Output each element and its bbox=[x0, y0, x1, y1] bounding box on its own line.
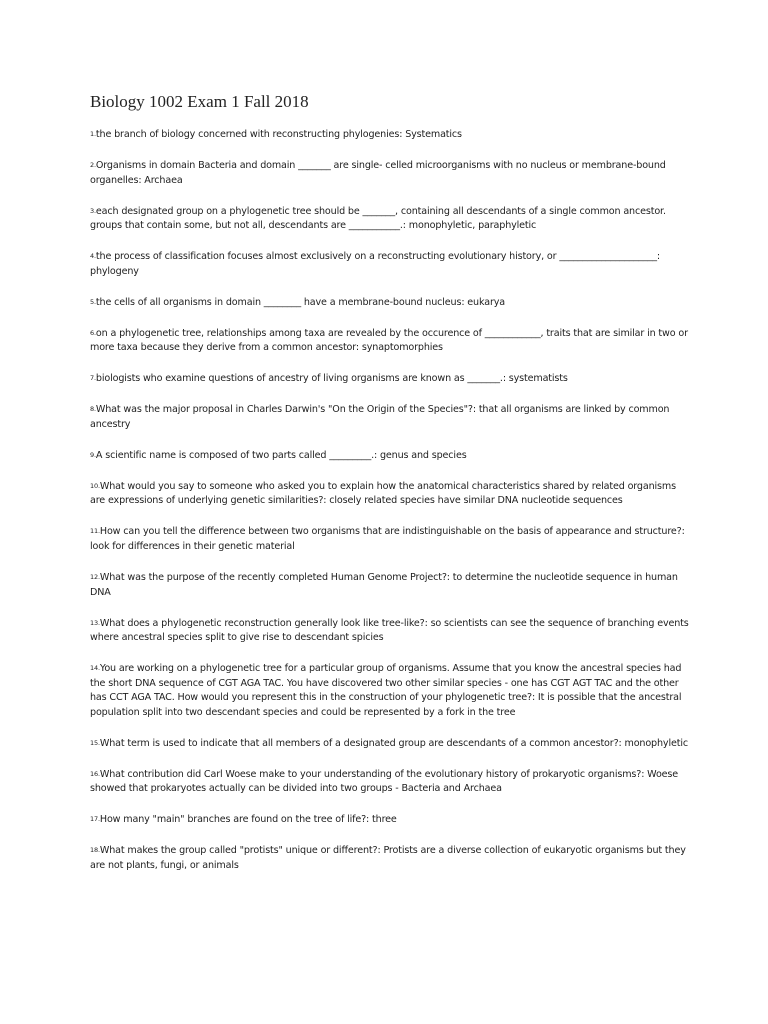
question-text: How many "main" branches are found on the tree of life?: three bbox=[99, 814, 397, 826]
question-text: What does a phylogenetic reconstruction generally look like tree-like?: so scientists can see the sequence of branching events where ancestral species split to give rise to descendant spicies bbox=[90, 617, 689, 644]
question-text: What term is used to indicate that all members of a designated group are descendants of a common ancestor?: monophyletic bbox=[99, 737, 688, 749]
question-item bbox=[90, 767, 690, 797]
question-item bbox=[90, 158, 690, 188]
question-number: 1. bbox=[90, 130, 96, 138]
question-number: 9. bbox=[90, 450, 96, 459]
question-item bbox=[90, 736, 690, 752]
question-number: 7. bbox=[90, 374, 96, 383]
question-text: What contribution did Carl Woese make to your understanding of the evolutionary history of prokaryotic organisms?: Woese showed that prokaryotes actually can be divided into two groups - Bacteria and Archaea bbox=[90, 768, 679, 795]
question-item bbox=[90, 479, 690, 509]
question-number: 11. bbox=[90, 527, 100, 536]
question-text: What was the major proposal in Charles Darwin's "On the Origin of the Species"?: that all organisms are linked by common ancestry bbox=[90, 404, 670, 430]
question-item bbox=[90, 812, 690, 828]
question-item bbox=[90, 204, 690, 234]
question-number: 16. bbox=[90, 769, 100, 778]
question-text: A scientific name is composed of two parts called _________.: genus and species bbox=[95, 449, 467, 461]
question-number: 13. bbox=[90, 618, 100, 627]
question-item bbox=[90, 448, 690, 464]
question-item bbox=[90, 127, 690, 143]
question-item bbox=[90, 295, 690, 311]
question-item bbox=[90, 570, 690, 600]
question-number: 5. bbox=[90, 297, 96, 306]
question-text: each designated group on a phylogenetic tree should be _______, containing all descendants of a single common ancestor. groups that contain some, but not all, descendants are ___________.: monophyletic, paraphyletic bbox=[90, 205, 666, 232]
question-text: the cells of all organisms in domain ________ have a membrane-bound nucleus: eukarya bbox=[95, 296, 506, 308]
question-item bbox=[90, 661, 690, 720]
question-item bbox=[90, 616, 690, 646]
question-number: 12. bbox=[90, 572, 100, 581]
question-text: What makes the group called "protists" unique or different?: Protists are a diverse collection of eukaryotic organisms but they are not plants, fungi, or animals bbox=[90, 845, 686, 872]
question-text: the process of classification focuses almost exclusively on a reconstructing evolutionary history, or _____________________: phylogeny bbox=[90, 251, 660, 277]
question-number: 14. bbox=[90, 664, 100, 673]
question-number: 8. bbox=[90, 405, 96, 414]
question-text: biologists who examine questions of ancestry of living organisms are known as _______.: systematists bbox=[95, 373, 568, 385]
question-text: How can you tell the difference between two organisms that are indistinguishable on the basis of appearance and structure?: look for differences in their genetic material bbox=[90, 526, 685, 552]
question-text: What was the purpose of the recently completed Human Genome Project?: to determine the nucleotide sequence in human DNA bbox=[90, 571, 678, 598]
question-number: 18. bbox=[90, 846, 100, 855]
question-number: 4. bbox=[90, 252, 96, 261]
question-number: 17. bbox=[90, 815, 100, 824]
question-text: Organisms in domain Bacteria and domain _______ are single- celled microorganisms with no nucleus or membrane-bound organelles: Archaea bbox=[90, 159, 666, 186]
page-title: Biology 1002 Exam 1 Fall 2018 bbox=[90, 92, 309, 111]
question-item bbox=[90, 371, 690, 387]
question-text: on a phylogenetic tree, relationships among taxa are revealed by the occurence of ____________, traits that are similar in two or more taxa because they derive from a common ancestor: synaptomorphies bbox=[90, 327, 688, 354]
question-item bbox=[90, 402, 690, 432]
question-item bbox=[90, 843, 690, 873]
question-number: 15. bbox=[90, 738, 100, 747]
question-item bbox=[90, 524, 690, 554]
question-number: 10. bbox=[90, 481, 100, 490]
question-number: 2. bbox=[90, 160, 96, 169]
question-text: What would you say to someone who asked you to explain how the anatomical characteristics shared by related organisms are expressions of underlying genetic similarities?: closely related species have similar DNA nucleotide sequences bbox=[90, 480, 676, 507]
question-list bbox=[90, 127, 690, 889]
question-item bbox=[90, 249, 690, 279]
question-text: You are working on a phylogenetic tree for a particular group of organisms. Assume that you know the ancestral species had the short DNA sequence of CGT AGA TAC. You have discovered two other similar species - one has CGT AGT TAC and the other has CCT AGA TAC. How would you represent this in the construction of your phylogenetic tree?: It is possible that the ancestral population split into two descendant species and could be represented by a fork in the tree bbox=[90, 663, 682, 718]
question-number: 6. bbox=[90, 328, 96, 337]
question-item bbox=[90, 326, 690, 356]
question-number: 3. bbox=[90, 206, 96, 215]
question-text: the branch of biology concerned with reconstructing phylogenies: Systematics bbox=[95, 129, 462, 140]
